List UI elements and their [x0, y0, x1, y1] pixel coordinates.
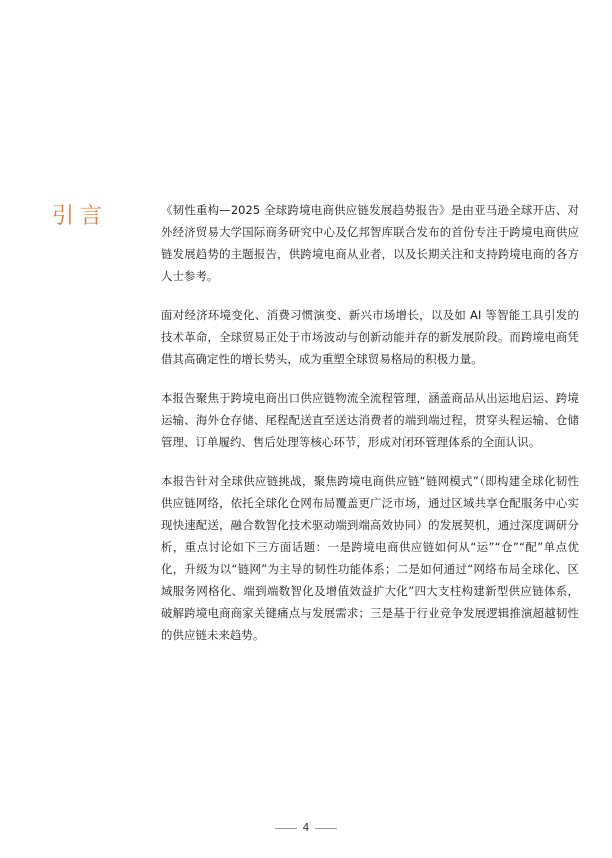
- paragraph: 本报告聚焦于跨境电商出口供应链物流全流程管理，涵盖商品从出运地启运、跨境运输、海外仓存储、尾程配送直至送达消费者的端到端过程，贯穿头程运输、仓储管理、订单履约、售后处理等核心环节，形成对闭环管理体系的全面认识。: [161, 391, 579, 449]
- section-title: 引言: [52, 204, 109, 229]
- footer-rule-left: [275, 828, 297, 829]
- footer-rule-right: [315, 828, 337, 829]
- paragraph: 面对经济环境变化、消费习惯演变、新兴市场增长，以及如 AI 等智能工具引发的技术革命，全球贸易正处于市场波动与创新动能并存的新发展阶段。而跨境电商凭借其高确定性的增长势头，成为重塑全球贸易格局的积极力量。: [161, 308, 579, 366]
- body-text: [161, 199, 579, 663]
- paragraph: 本报告针对全球供应链挑战，聚焦跨境电商供应链“链网模式”（即构建全球化韧性供应链网络，依托全球化仓网布局覆盖更广泛市场，通过区域共享仓配服务中心实现快速配送，融合数智化技术驱动端到端高效协同）的发展契机，通过深度调研分析，重点讨论如下三方面话题：一是跨境电商供应链如何从“运”“仓”“配”单点优化，升级为以“链网”为主导的韧性功能体系；二是如何通过“网络布局全球化、区域服务网格化、端到端数智化及增值效益扩大化”四大支柱构建新型供应链体系，破解跨境电商商家关键痛点与发展需求；三是基于行业竞争发展逻辑推演超越韧性的供应链未来趋势。: [161, 474, 579, 642]
- page-footer: [0, 822, 612, 834]
- paragraph: 《韧性重构—2025 全球跨境电商供应链发展趋势报告》是由亚马逊全球开店、对外经济贸易大学国际商务研究中心及亿邦智库联合发布的首份专注于跨境电商供应链发展趋势的主题报告，供跨境电商从业者，以及长期关注和支持跨境电商的各方人士参考。: [161, 203, 579, 283]
- page-number: 4: [302, 822, 310, 834]
